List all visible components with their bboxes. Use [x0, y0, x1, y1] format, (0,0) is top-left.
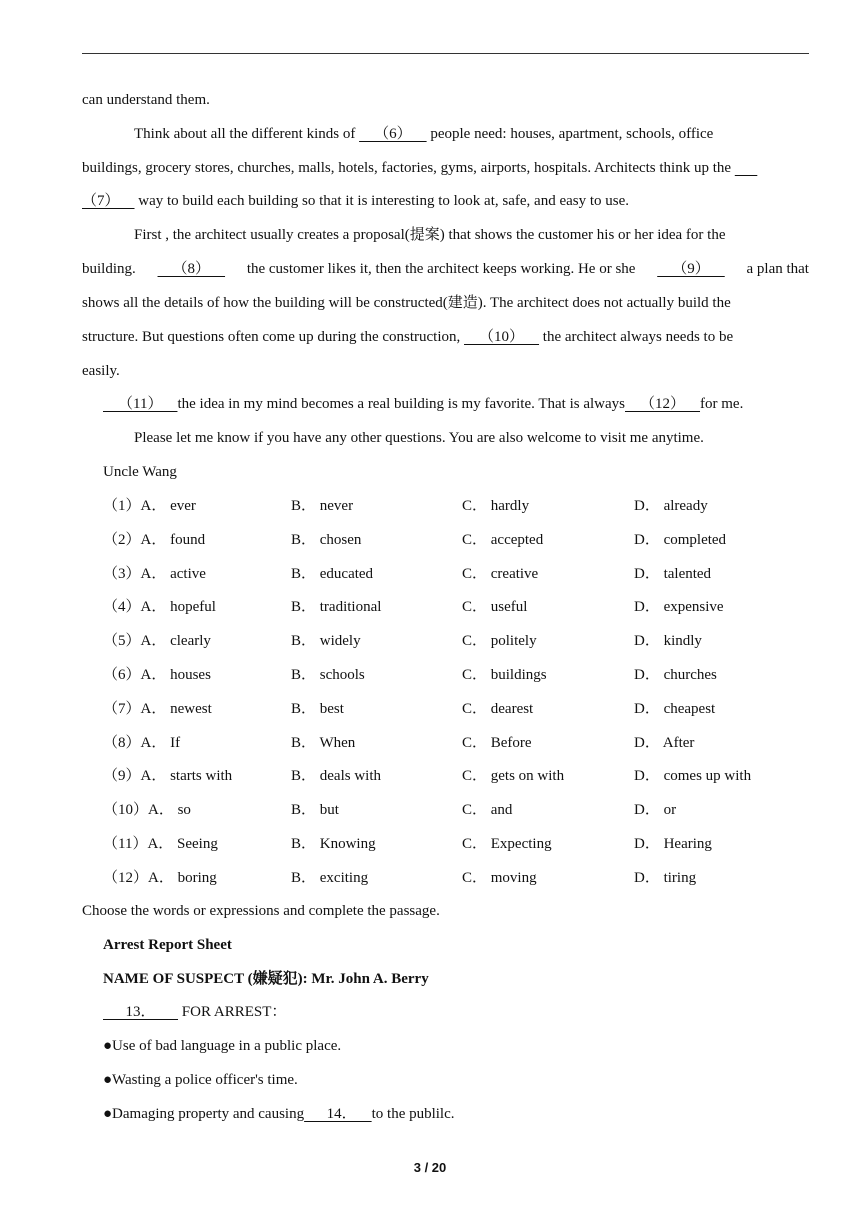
text: FOR ARREST：: [178, 1004, 287, 1020]
option-a: （2）A． found: [103, 532, 206, 548]
option-row: [103, 835, 809, 853]
blank-7: （7）: [82, 193, 135, 209]
report-title: Arrest Report Sheet: [103, 937, 232, 953]
option-row: [103, 734, 809, 752]
option-row: [103, 497, 809, 515]
blank-7-start: [735, 160, 758, 176]
text: the idea in my mind becomes a real building is my favorite. That is always: [177, 396, 625, 412]
paragraph-3-line-5: easily.: [82, 363, 120, 379]
paragraph-2-line-1: [134, 125, 713, 143]
text: the customer likes it, then the architect keeps working. He or she: [246, 261, 636, 277]
option-row: [103, 767, 809, 785]
paragraph-3-line-1: First , the architect usually creates a proposal(提案) that shows the customer his or her idea for the: [134, 227, 726, 243]
text: Think about all the different kinds of: [134, 126, 360, 142]
paragraph-5: Please let me know if you have any other questions. You are also welcome to visit me anytime.: [134, 430, 704, 446]
option-d: D． comes up with: [634, 768, 752, 784]
option-a: （5）A． clearly: [103, 633, 211, 649]
option-b: B． schools: [291, 667, 365, 683]
option-d: D． already: [634, 498, 708, 514]
option-d: D． expensive: [634, 599, 724, 615]
text: to the publilc.: [371, 1106, 455, 1122]
option-row: [103, 565, 809, 583]
option-b: B． but: [291, 802, 339, 818]
suspect-name: NAME OF SUSPECT (嫌疑犯): Mr. John A. Berry: [103, 971, 429, 987]
blank-12: （12）: [625, 396, 701, 412]
option-a: （10）A． so: [103, 802, 191, 818]
option-c: C． creative: [462, 566, 539, 582]
option-row: [103, 598, 809, 616]
option-a: （8）A． If: [103, 735, 181, 751]
paragraph-4: [103, 395, 743, 413]
option-c: C． moving: [462, 870, 537, 886]
blank-8: （8）: [157, 261, 226, 277]
section-2-instruction: Choose the words or expressions and complete the passage.: [82, 903, 440, 919]
option-c: C． and: [462, 802, 513, 818]
option-row: [103, 869, 809, 887]
option-a: （4）A． hopeful: [103, 599, 216, 615]
option-c: C． dearest: [462, 701, 534, 717]
text: building.: [82, 261, 136, 277]
bullet-1: ●Use of bad language in a public place.: [103, 1038, 342, 1054]
option-c: C． accepted: [462, 532, 544, 548]
page-number: 3 / 20: [413, 1160, 447, 1175]
text: the architect always needs to be: [539, 329, 734, 345]
option-b: B． traditional: [291, 599, 382, 615]
option-a: （9）A． starts with: [103, 768, 233, 784]
blank-14: 14．: [304, 1106, 372, 1122]
paragraph-2-line-3: [82, 192, 629, 210]
option-b: B． never: [291, 498, 354, 514]
option-row: [103, 531, 809, 549]
blank-10: （10）: [464, 329, 540, 345]
option-b: B． exciting: [291, 870, 369, 886]
option-b: B． best: [291, 701, 344, 717]
option-c: C． gets on with: [462, 768, 565, 784]
option-a: （11）A． Seeing: [103, 836, 218, 852]
bullet-2: ●Wasting a police officer's time.: [103, 1072, 298, 1088]
arrest-reason-line: [103, 1003, 286, 1021]
option-c: C． Before: [462, 735, 532, 751]
option-b: B． widely: [291, 633, 361, 649]
option-d: D． completed: [634, 532, 727, 548]
text: ●Damaging property and causing: [103, 1106, 305, 1122]
text: for me.: [700, 396, 744, 412]
paragraph-2-line-2: [82, 159, 757, 177]
text: way to build each building so that it is interesting to look at, safe, and easy to use.: [134, 193, 630, 209]
option-d: D． cheapest: [634, 701, 716, 717]
option-d: D． After: [634, 735, 695, 751]
blank-11: （11）: [103, 396, 178, 412]
blank-6: （6）: [359, 126, 427, 142]
option-c: C． buildings: [462, 667, 547, 683]
option-b: B． chosen: [291, 532, 362, 548]
option-a: （12）A． boring: [103, 870, 217, 886]
bullet-3: [103, 1105, 455, 1123]
paragraph-3-line-2: [82, 260, 809, 278]
paragraph-3-line-4: [82, 328, 733, 346]
signature: Uncle Wang: [103, 464, 177, 480]
text: a plan that: [746, 261, 809, 277]
option-row: [103, 700, 809, 718]
blank-9: （9）: [657, 261, 725, 277]
option-c: C． Expecting: [462, 836, 552, 852]
option-b: B． educated: [291, 566, 374, 582]
option-c: C． politely: [462, 633, 537, 649]
option-c: C． hardly: [462, 498, 530, 514]
option-a: （1）A． ever: [103, 498, 196, 514]
option-b: B． Knowing: [291, 836, 376, 852]
option-a: （7）A． newest: [103, 701, 212, 717]
option-d: D． churches: [634, 667, 717, 683]
option-c: C． useful: [462, 599, 528, 615]
option-d: D． or: [634, 802, 677, 818]
option-row: [103, 666, 809, 684]
option-row: [103, 632, 809, 650]
option-row: [103, 801, 809, 819]
option-d: D． kindly: [634, 633, 702, 649]
option-b: B． When: [291, 735, 356, 751]
option-d: D． Hearing: [634, 836, 712, 852]
paragraph-3-line-3: shows all the details of how the building will be constructed(建造). The architect does not actually build the: [82, 295, 731, 311]
option-a: （6）A． houses: [103, 667, 211, 683]
header-rule: [82, 53, 809, 54]
text: buildings, grocery stores, churches, malls, hotels, factories, gyms, airports, hospitals. Architects think up the: [82, 160, 735, 176]
option-a: （3）A． active: [103, 566, 206, 582]
option-b: B． deals with: [291, 768, 381, 784]
paragraph-1-end: can understand them.: [82, 92, 210, 108]
option-d: D． tiring: [634, 870, 697, 886]
blank-13: 13．: [103, 1004, 179, 1020]
option-d: D． talented: [634, 566, 712, 582]
text: structure. But questions often come up during the construction,: [82, 329, 465, 345]
text: people need: houses, apartment, schools, office: [426, 126, 714, 142]
